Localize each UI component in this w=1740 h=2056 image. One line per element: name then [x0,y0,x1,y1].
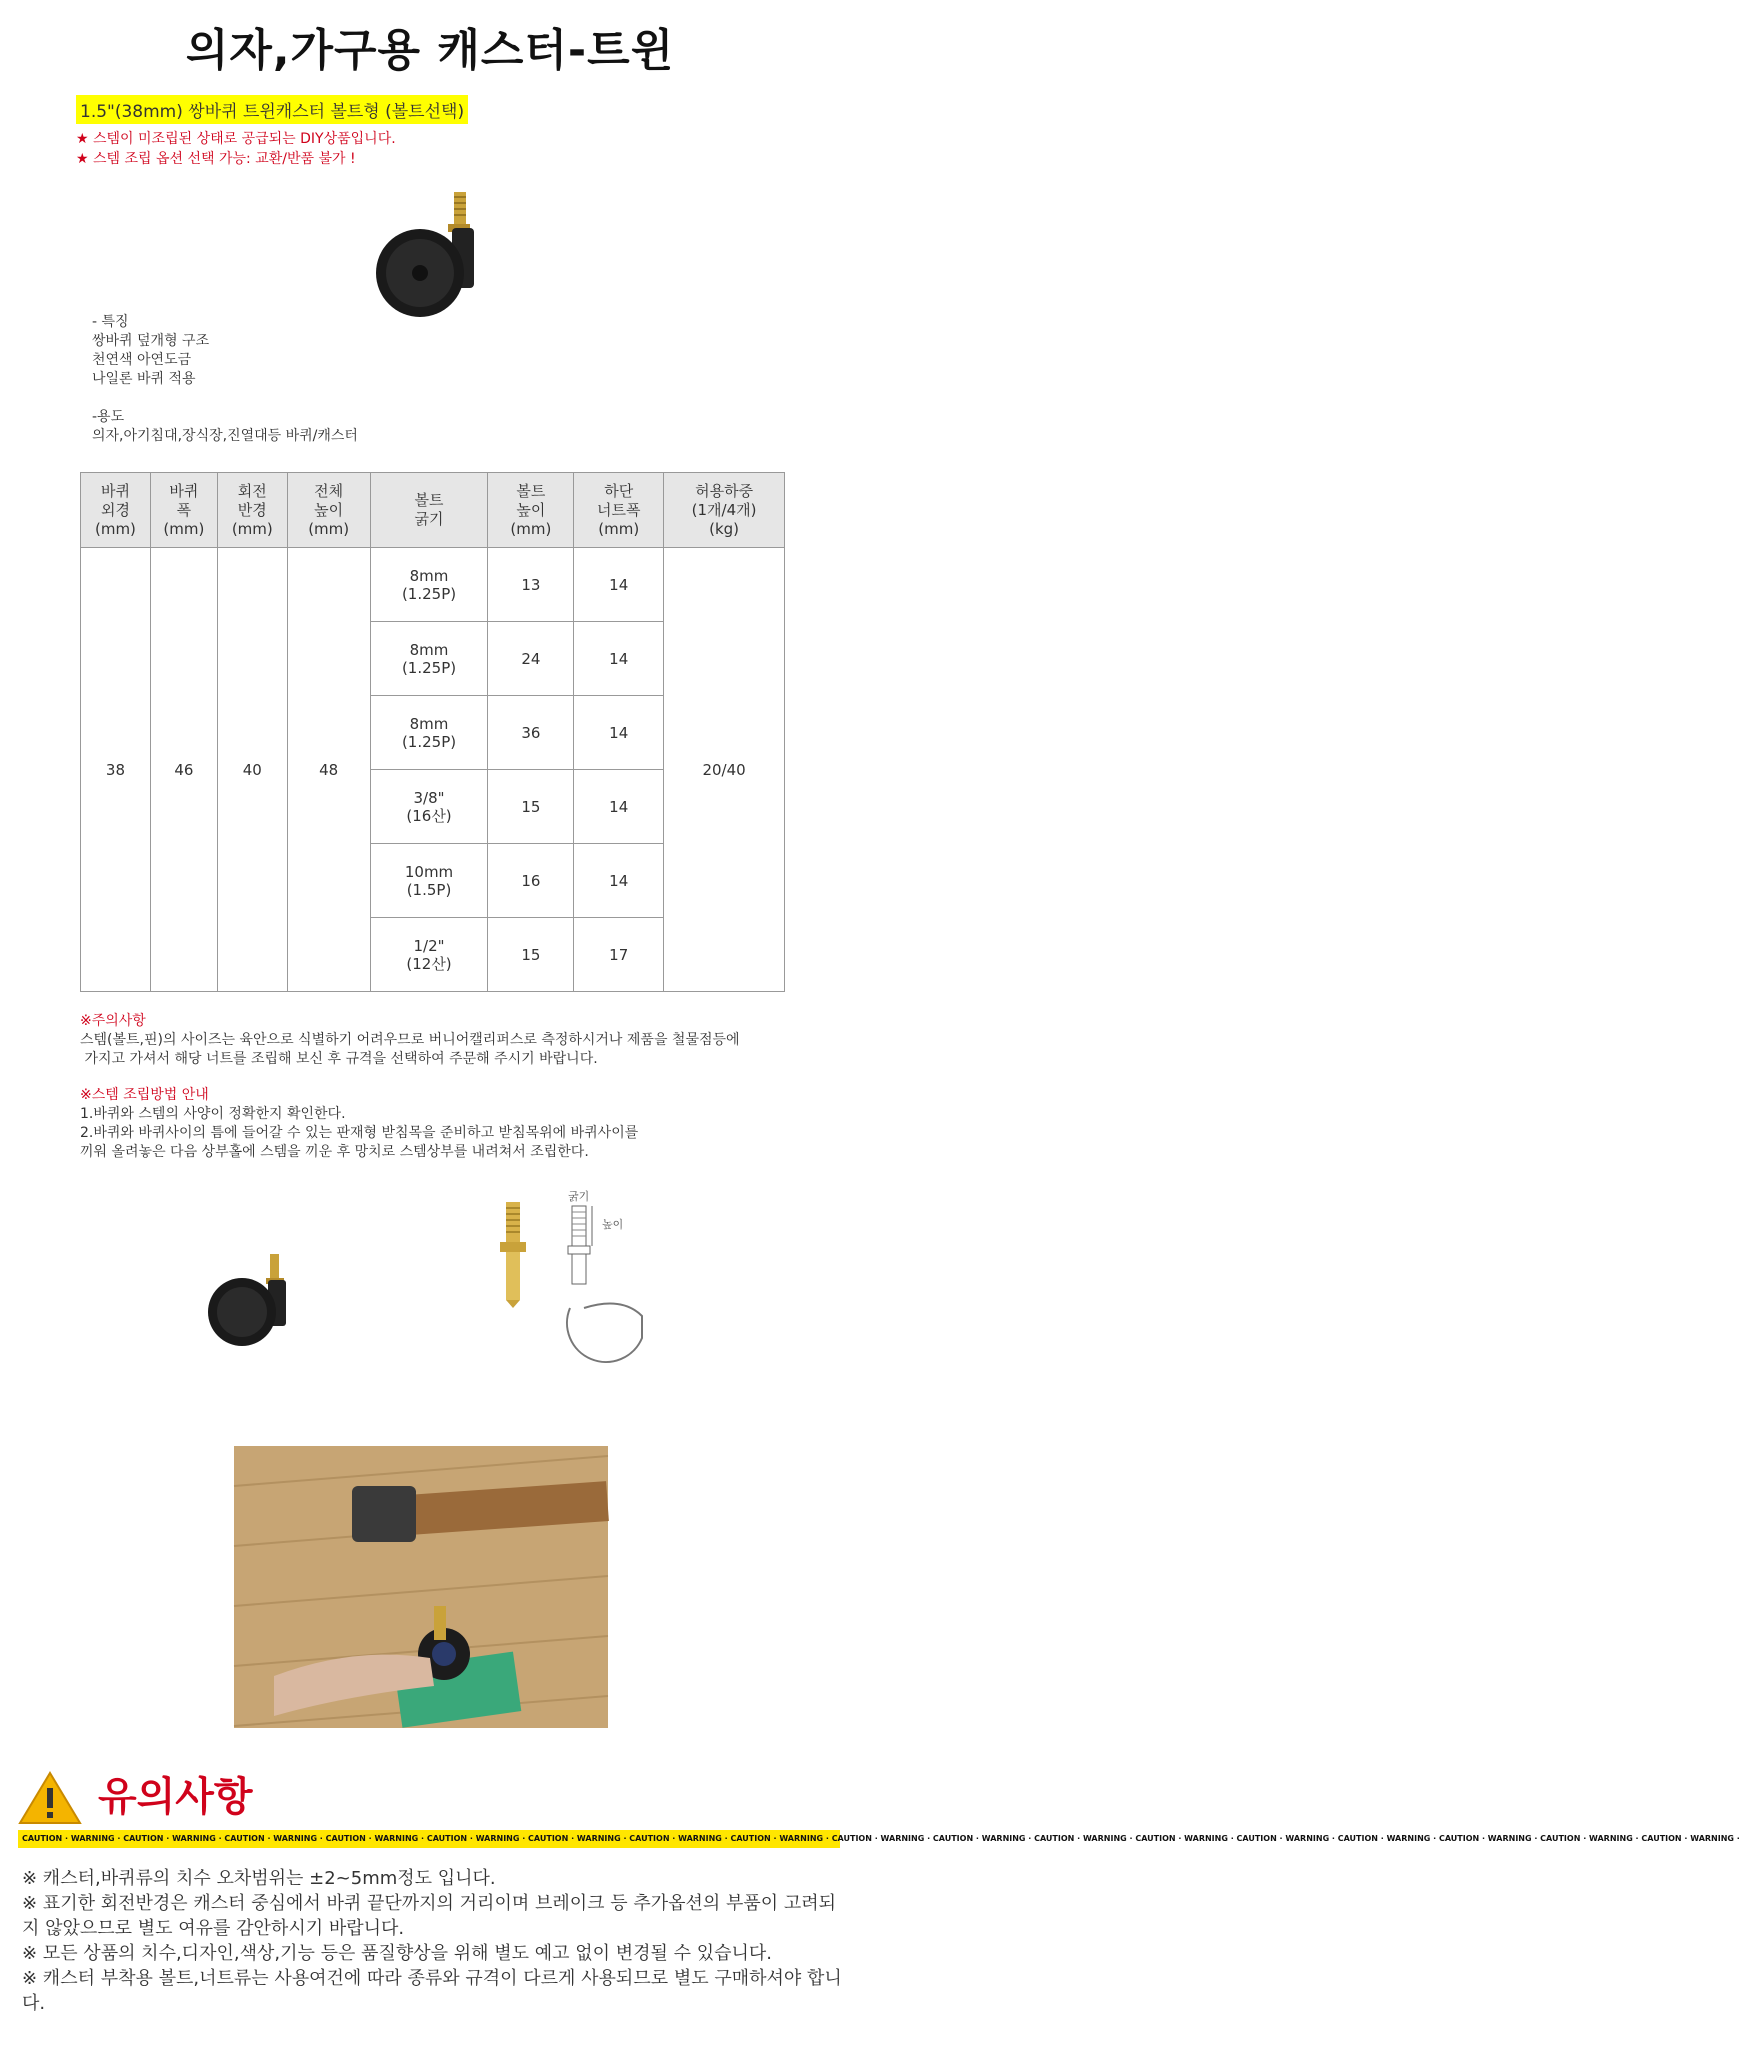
cell-nut: 14 [574,548,664,622]
caution-line: 스템(볼트,핀)의 사이즈는 육안으로 식별하기 어려우므로 버니어캘리퍼스로 측정하시거나 제품을 철물점등에 [80,1032,740,1048]
cell-bolt-height: 15 [488,918,574,992]
feature-line: -용도 [92,409,125,425]
bottom-note-line: ※ 캐스터 부착용 볼트,너트류는 사용여건에 따라 종류와 규격이 다르게 사용되므로 별도 구매하셔야 합니다. [22,1968,842,2014]
feature-line [92,389,358,408]
header-nut: 하단 너트폭 (mm) [574,473,664,548]
feature-line: - 특징 [92,314,129,330]
cell-load: 20/40 [664,548,785,992]
product-subtitle: 1.5"(38mm) 쌍바퀴 트윈캐스터 볼트형 (볼트선택) [76,95,468,124]
diagram-thickness-label: 굵기 [568,1190,590,1203]
cell-nut: 17 [574,918,664,992]
bolt-image [494,1200,534,1310]
header-radius: 회전 반경 (mm) [217,473,287,548]
assembly-photo [234,1446,608,1728]
cell-bolt-height: 16 [488,844,574,918]
cell-width: 46 [150,548,217,992]
cell-bolt-height: 36 [488,696,574,770]
table-header-row [81,473,785,548]
feature-line: 의자,아기침대,장식장,진열대등 바퀴/캐스터 [92,428,358,444]
notice-title: 유의사항 [98,1774,253,1820]
cell-nut: 14 [574,696,664,770]
caution-block [80,1012,740,1069]
features-block [92,313,358,446]
cell-nut: 14 [574,622,664,696]
cell-nut: 14 [574,770,664,844]
page-title: 의자,가구용 캐스터-트윈 [185,25,675,76]
cell-bolt-height: 24 [488,622,574,696]
warning-line-2: ★ 스템 조립 옵션 선택 가능: 교환/반품 불가 ! [76,151,356,167]
cell-nut: 14 [574,844,664,918]
warning-line-1: ★ 스템이 미조립된 상태로 공급되는 DIY상품입니다. [76,131,396,147]
header-outer: 바퀴 외경 (mm) [81,473,151,548]
cell-bolt: 8mm (1.25P) [370,622,488,696]
bottom-note-line: ※ 모든 상품의 치수,디자인,색상,기능 등은 품질향상을 위해 별도 예고 없이 변경될 수 있습니다. [22,1943,772,1964]
header-bolt-height: 볼트 높이 (mm) [488,473,574,548]
assembly-line: 1.바퀴와 스템의 사양이 정확한지 확인한다. [80,1106,346,1122]
assembly-block [80,1086,638,1162]
cell-bolt-height: 15 [488,770,574,844]
cell-bolt: 3/8" (16산) [370,770,488,844]
bottom-note-line: ※ 캐스터,바퀴류의 치수 오차범위는 ±2~5mm정도 입니다. [22,1868,496,1889]
warning-icon [18,1770,82,1826]
feature-line: 나일론 바퀴 적용 [92,371,196,387]
header-load: 허용하중 (1개/4개) (kg) [664,473,785,548]
bottom-notes [22,1866,842,2016]
cell-bolt: 8mm (1.25P) [370,548,488,622]
caution-strip: CAUTION · WARNING · CAUTION · WARNING · CAUTION · WARNING · CAUTION · WARNING · CAUTION · WARNING · CAUTION · WARNING · CAUTION · WARNING · CAUTION · WARNING · CAUTION · WARNING · CAUTION · WARNING · CAUTION · WARNING · CAUTION · WARNING · CAUTION · WARNING · CAUTION · WARNING · CAUTION · WARNING · CAUTION · WARNING · CAUTION · WARNING · [18,1830,840,1848]
header-bolt: 볼트 굵기 [370,473,488,548]
table-row [81,548,785,622]
cell-outer: 38 [81,548,151,992]
cell-bolt: 1/2" (12산) [370,918,488,992]
diagram-height-label: 높이 [602,1218,624,1231]
caster-small-image [200,1250,300,1350]
assembly-line: 2.바퀴와 바퀴사이의 틈에 들어갈 수 있는 판재형 받침목을 준비하고 받침목위에 바퀴사이를 [80,1125,639,1141]
bolt-diagram [560,1188,680,1398]
header-width: 바퀴 폭 (mm) [150,473,217,548]
bottom-note-line: ※ 표기한 회전반경은 캐스터 중심에서 바퀴 끝단까지의 거리이며 브레이크 등 추가옵션의 부품이 고려되지 않았으므로 별도 여유를 감안하시기 바랍니다. [22,1893,837,1939]
caution-line: 가지고 가셔서 해당 너트를 조립해 보신 후 규격을 선택하여 주문해 주시기 바랍니다. [80,1051,598,1067]
cell-radius: 40 [217,548,287,992]
cell-height: 48 [287,548,370,992]
cell-bolt: 8mm (1.25P) [370,696,488,770]
caution-heading: ※주의사항 [80,1013,146,1029]
assembly-line: 끼워 올려놓은 다음 상부홀에 스템을 끼운 후 망치로 스템상부를 내려쳐서 조립한다. [80,1144,589,1160]
header-height: 전체 높이 (mm) [287,473,370,548]
feature-line: 천연색 아연도금 [92,352,192,368]
assembly-heading: ※스템 조립방법 안내 [80,1087,209,1103]
cell-bolt: 10mm (1.5P) [370,844,488,918]
feature-line: 쌍바퀴 덮개형 구조 [92,333,210,349]
cell-bolt-height: 13 [488,548,574,622]
caster-product-image [370,188,490,328]
spec-table [80,472,785,992]
